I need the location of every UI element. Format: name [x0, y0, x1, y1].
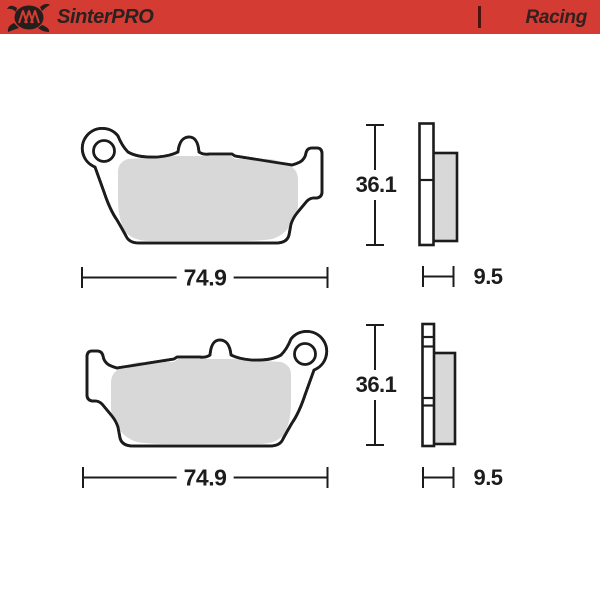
pad-2-face-view	[87, 331, 327, 446]
pad-1-thickness-label: 9.5	[473, 264, 503, 289]
pad-2-side-view	[423, 324, 456, 446]
pad-1-face-view	[82, 128, 322, 243]
pad-2-thickness-label: 9.5	[473, 465, 503, 490]
pad-2-width-label: 74.9	[177, 465, 234, 492]
brand-name: SinterPRO	[57, 6, 154, 28]
pad-1-mount-hole	[94, 141, 115, 162]
pad-1-height-label: 36.1	[354, 170, 399, 200]
pad-2-mount-hole	[295, 344, 316, 365]
pad-1-width-label: 74.9	[177, 265, 234, 292]
pad-1-side-view	[420, 124, 458, 246]
pad-2-height-label: 36.1	[354, 370, 399, 400]
product-line-name: Racing	[525, 7, 587, 28]
